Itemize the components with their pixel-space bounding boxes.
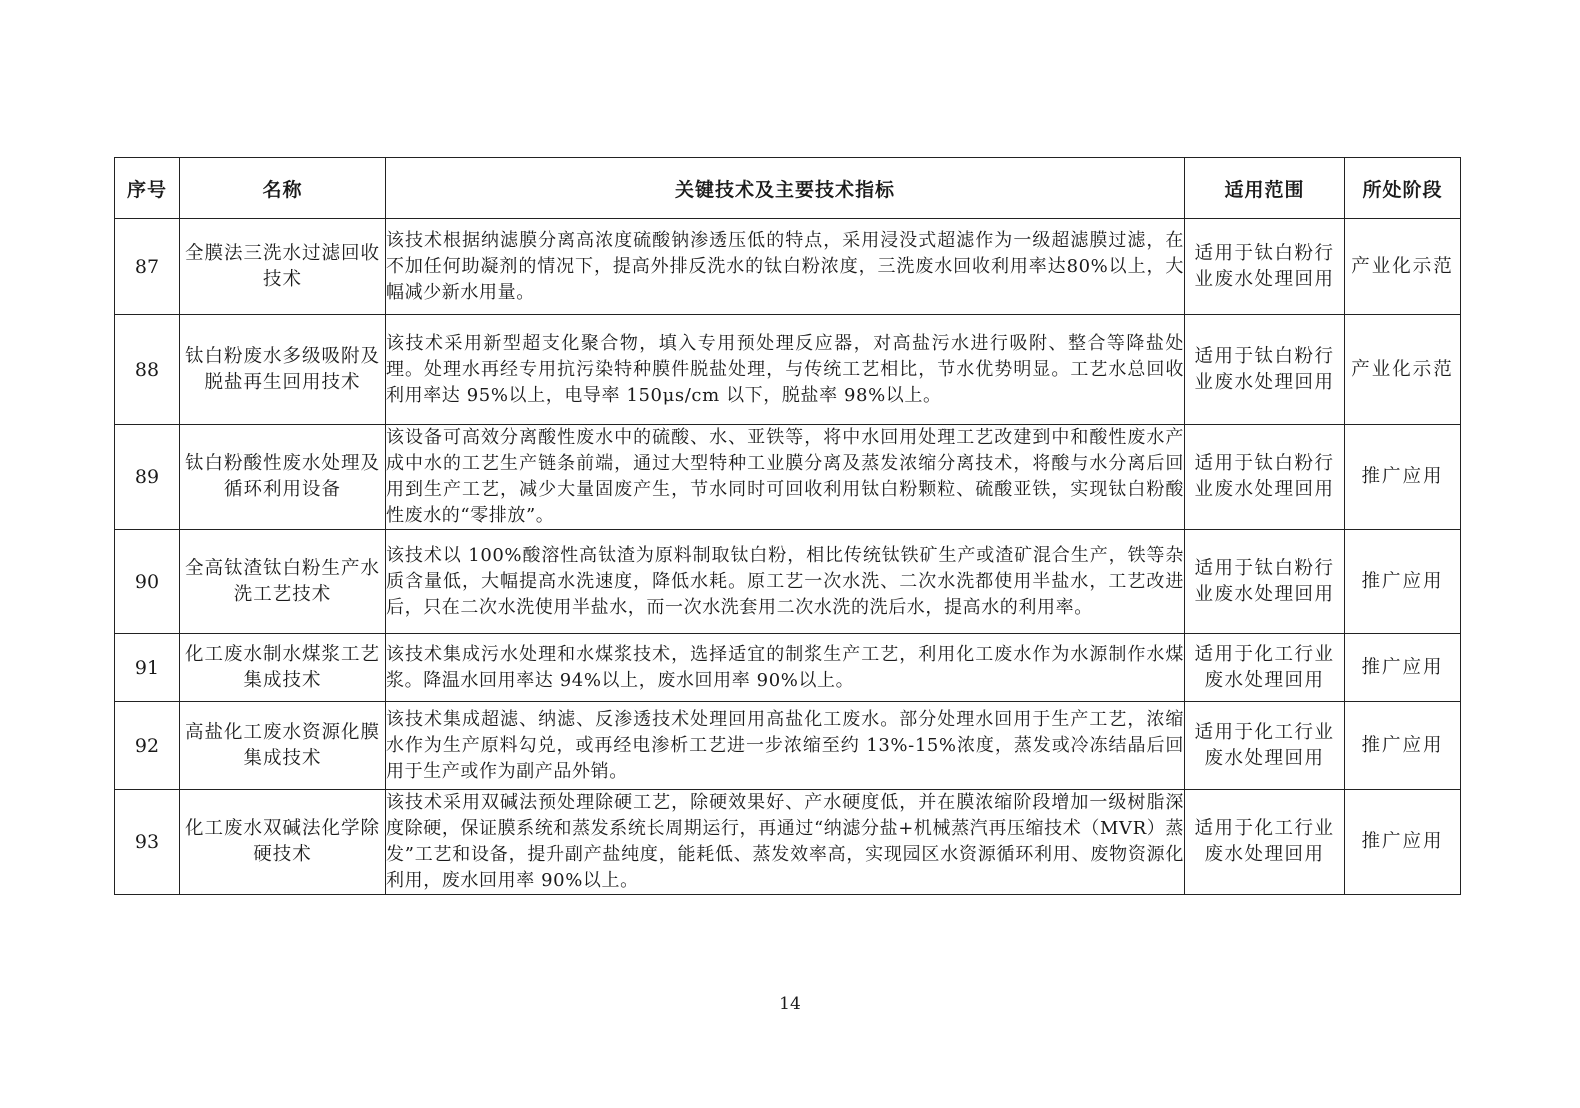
row-name: 化工废水制水煤浆工艺集成技术 [180, 634, 386, 702]
row-no: 90 [115, 530, 180, 634]
header-no: 序号 [115, 158, 180, 219]
row-no: 88 [115, 315, 180, 425]
row-desc: 该设备可高效分离酸性废水中的硫酸、水、亚铁等，将中水回用处理工艺改建到中和酸性废水产成中水的工艺生产链条前端，通过大型特种工业膜分离及蒸发浓缩分离技术，将酸与水分离后回用到生产工艺，减少大量固废产生，节水同时可回收利用钛白粉颗粒、硫酸亚铁，实现钛白粉酸性废水的“零排放”。 [386, 425, 1185, 530]
page-number: 14 [779, 994, 801, 1014]
row-desc: 该技术集成超滤、纳滤、反渗透技术处理回用高盐化工废水。部分处理水回用于生产工艺，浓缩水作为生产原料勾兑，或再经电渗析工艺进一步浓缩至约 13%-15%浓度，蒸发或冷冻结晶后回用于生产或作为副产品外销。 [386, 702, 1185, 790]
row-scope: 适用于化工行业废水处理回用 [1185, 634, 1345, 702]
row-stage: 产业化示范 [1345, 219, 1461, 315]
row-stage: 推广应用 [1345, 702, 1461, 790]
table-row [115, 315, 1461, 425]
table-row [115, 702, 1461, 790]
row-stage: 推广应用 [1345, 634, 1461, 702]
row-desc: 该技术以 100%酸溶性高钛渣为原料制取钛白粉，相比传统钛铁矿生产或渣矿混合生产，铁等杂质含量低，大幅提高水洗速度，降低水耗。原工艺一次水洗、二次水洗都使用半盐水，工艺改进后，只在二次水洗使用半盐水，而一次水洗套用二次水洗的洗后水，提高水的利用率。 [386, 530, 1185, 634]
table-row [115, 219, 1461, 315]
row-no: 92 [115, 702, 180, 790]
row-name: 高盐化工废水资源化膜集成技术 [180, 702, 386, 790]
row-name: 钛白粉酸性废水处理及循环利用设备 [180, 425, 386, 530]
row-desc: 该技术采用新型超支化聚合物，填入专用预处理反应器，对高盐污水进行吸附、整合等降盐处理。处理水再经专用抗污染特种膜件脱盐处理，与传统工艺相比，节水优势明显。工艺水总回收利用率达 95%以上，电导率 150μs/cm 以下，脱盐率 98%以上。 [386, 315, 1185, 425]
table-row [115, 425, 1461, 530]
table-row [115, 530, 1461, 634]
row-desc: 该技术根据纳滤膜分离高浓度硫酸钠渗透压低的特点，采用浸没式超滤作为一级超滤膜过滤，在不加任何助凝剂的情况下，提高外排反洗水的钛白粉浓度，三洗废水回收利用率达80%以上，大幅减少新水用量。 [386, 219, 1185, 315]
table-header-row [115, 158, 1461, 219]
row-scope: 适用于化工行业废水处理回用 [1185, 790, 1345, 895]
row-scope: 适用于钛白粉行业废水处理回用 [1185, 425, 1345, 530]
row-stage: 推广应用 [1345, 530, 1461, 634]
row-no: 93 [115, 790, 180, 895]
header-name: 名称 [180, 158, 386, 219]
row-no: 87 [115, 219, 180, 315]
row-name: 钛白粉废水多级吸附及脱盐再生回用技术 [180, 315, 386, 425]
row-stage: 推广应用 [1345, 790, 1461, 895]
row-stage: 推广应用 [1345, 425, 1461, 530]
header-stage: 所处阶段 [1345, 158, 1461, 219]
row-name: 化工废水双碱法化学除硬技术 [180, 790, 386, 895]
header-desc: 关键技术及主要技术指标 [386, 158, 1185, 219]
row-scope: 适用于化工行业废水处理回用 [1185, 702, 1345, 790]
table-row [115, 790, 1461, 895]
header-scope: 适用范围 [1185, 158, 1345, 219]
row-scope: 适用于钛白粉行业废水处理回用 [1185, 530, 1345, 634]
row-name: 全膜法三洗水过滤回收技术 [180, 219, 386, 315]
row-name: 全高钛渣钛白粉生产水洗工艺技术 [180, 530, 386, 634]
row-no: 89 [115, 425, 180, 530]
row-stage: 产业化示范 [1345, 315, 1461, 425]
row-desc: 该技术采用双碱法预处理除硬工艺，除硬效果好、产水硬度低，并在膜浓缩阶段增加一级树脂深度除硬，保证膜系统和蒸发系统长周期运行，再通过“纳滤分盐+机械蒸汽再压缩技术（MVR）蒸发”工艺和设备，提升副产盐纯度，能耗低、蒸发效率高，实现园区水资源循环利用、废物资源化利用，废水回用率 90%以上。 [386, 790, 1185, 895]
row-scope: 适用于钛白粉行业废水处理回用 [1185, 315, 1345, 425]
row-desc: 该技术集成污水处理和水煤浆技术，选择适宜的制浆生产工艺，利用化工废水作为水源制作水煤浆。降温水回用率达 94%以上，废水回用率 90%以上。 [386, 634, 1185, 702]
row-no: 91 [115, 634, 180, 702]
table-row [115, 634, 1461, 702]
row-scope: 适用于钛白粉行业废水处理回用 [1185, 219, 1345, 315]
technology-table [114, 157, 1461, 895]
